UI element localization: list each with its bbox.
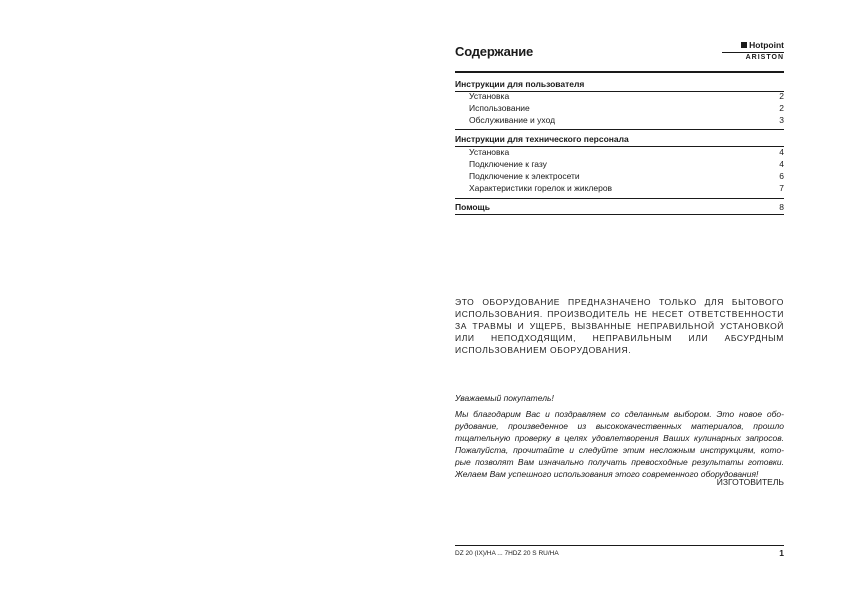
toc-entry	[455, 182, 784, 194]
toc-entry	[455, 90, 784, 102]
letter-line: Мы благодарим Вас и поздравляем со сделанным выбором. Это новое обо-	[455, 409, 784, 419]
letter-line: тщательную проверку в целях удовлетворения Ваших кулинарных запросов.	[455, 433, 784, 443]
letter-line: Пожалуйста, прочитайте и следуйте этим несложным инструкциям, кото-	[455, 445, 784, 455]
brand-logo-top	[722, 40, 784, 50]
section-divider	[455, 214, 784, 215]
toc-entry-page: 8	[779, 202, 784, 212]
toc-heading-help	[455, 201, 784, 213]
toc-entry-page: 4	[779, 147, 784, 157]
toc-entry	[455, 170, 784, 182]
brand-name: Hotpoint	[749, 40, 784, 50]
toc-entry	[455, 114, 784, 126]
footer-divider	[455, 545, 784, 546]
toc-heading-label: Помощь	[455, 202, 490, 212]
brand-logo-divider	[722, 52, 784, 53]
brand-mark-icon	[741, 42, 747, 48]
toc-entry-page: 6	[779, 171, 784, 181]
letter-line: Желаем Вам успешного использования этого современного оборудования!	[455, 469, 759, 479]
toc-entry-label: Обслуживание и уход	[469, 115, 556, 125]
letter-body	[455, 408, 784, 480]
title-divider	[455, 71, 784, 73]
section-divider	[455, 129, 784, 130]
model-reference: DZ 20 (IX)/HA ... 7HDZ 20 S RU/HA	[455, 550, 559, 557]
toc-entry	[455, 158, 784, 170]
toc-entry-label: Установка	[469, 91, 510, 101]
brand-logo	[722, 40, 784, 61]
letter-line: рые позволят Вам изначально получать превосходные результаты готовки.	[455, 457, 784, 467]
section-divider	[455, 198, 784, 199]
brand-subname: ARISTON	[745, 54, 784, 61]
toc-entry-label: Установка	[469, 147, 510, 157]
toc-heading-tech	[455, 133, 784, 145]
toc-entry-label: Подключение к газу	[469, 159, 547, 169]
toc-heading-label: Инструкции для технического персонала	[455, 134, 629, 144]
toc-entry-page: 7	[779, 183, 784, 193]
page-title: Содержание	[455, 44, 534, 59]
toc-entry	[455, 102, 784, 114]
toc-entry-label: Характеристики горелок и жиклеров	[469, 183, 613, 193]
page-number: 1	[779, 548, 784, 558]
toc-entry-label: Подключение к электросети	[469, 171, 580, 181]
toc-entry-page: 4	[779, 159, 784, 169]
letter-signoff: ИЗГОТОВИТЕЛЬ	[716, 477, 784, 487]
toc-entry-page: 3	[779, 115, 784, 125]
toc-entry	[455, 146, 784, 158]
safety-warning: ЭТО ОБОРУДОВАНИЕ ПРЕДНАЗНАЧЕНО ТОЛЬКО ДЛЯ БЫТОВОГО ИСПОЛЬЗОВАНИЯ. ПРОИЗВОДИТЕЛЬ НЕ НЕСЕТ ОТВЕТСТВЕННОСТИ ЗА ТРАВМЫ И УЩЕРБ, ВЫЗВАННЫЕ НЕПРАВИЛЬНОЙ УСТАНОВКОЙ ИЛИ НЕПОДХОДЯЩИМ, НЕПРАВИЛЬНЫМ ИЛИ АБСУРДНЫМ ИСПОЛЬЗОВАНИЕМ ОБОРУДОВАНИЯ.	[455, 297, 784, 355]
toc-entry-page: 2	[779, 91, 784, 101]
letter-greeting: Уважаемый покупатель!	[455, 393, 554, 403]
toc-heading-label: Инструкции для пользователя	[455, 79, 585, 89]
letter-line: рудование, произведенное из высококачественных материалов, прошло	[455, 421, 784, 431]
contents-page	[455, 0, 784, 595]
toc-heading-user	[455, 78, 784, 90]
toc-entry-label: Использование	[469, 103, 530, 113]
toc-entry-page: 2	[779, 103, 784, 113]
